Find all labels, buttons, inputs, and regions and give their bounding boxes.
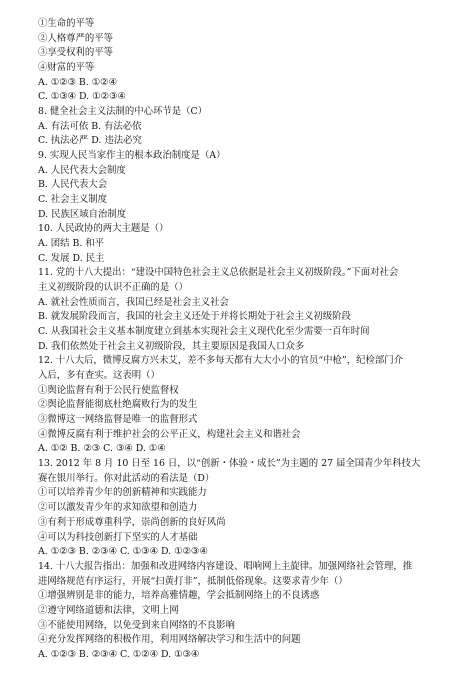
text-line: C. 执法必严 D. 违法必究 (38, 135, 142, 147)
text-line: ③不能使用网络，以免受到来自网络的不良影响 (38, 619, 235, 631)
text-line: 9. 实现人民当家作主的根本政治制度是（A） (38, 150, 226, 161)
text-line: C. 从我国社会主义基本制度建立到基本实现社会主义现代化至少需要一百年时间 (38, 326, 370, 338)
text-line: 11. 党的十八大提出：“建设中国特色社会主义总依据是社会主义初级阶段。”下面对社会 (38, 267, 399, 279)
text-line: D. 我们依然处于社会主义初级阶段，其主要原因是我国人口众多 (38, 340, 305, 352)
text-line: 10. 人民政协的两大主题是（） (38, 223, 169, 235)
text-line: A. 人民代表大会制度 (38, 164, 126, 176)
text-line: 进网络规范有序运行，开展“扫黄打非”，抵制低俗现象。这要求青少年（） (38, 575, 348, 587)
text-line: ②可以激发青少年的求知欲望和创造力 (38, 502, 198, 514)
text-line: 8. 健全社会主义法制的中心环节是（C） (38, 106, 208, 117)
text-line: ②舆论监督能彻底杜绝腐败行为的发生 (38, 399, 198, 411)
text-line: ④微博反腐有利于维护社会的公平正义，构建社会主义和谐社会 (38, 428, 301, 440)
text-line: D. 民族区域自治制度 (38, 208, 127, 220)
text-line: ③有利于形成尊重科学，崇尚创新的良好风尚 (38, 516, 226, 528)
text-line: 13. 2012 年 8 月 10 日至 16 日，以“创新・体验・成长”为主题的 27 届全国青少年科技大 (38, 458, 421, 470)
text-line: ②遵守网络道德和法律，文明上网 (38, 604, 179, 616)
text-line: 主义初级阶段的认识不正确的是（） (38, 282, 189, 294)
text-line: A. 团结 B. 和平 (38, 238, 105, 250)
text-line: ④财富的平等 (38, 62, 95, 73)
text-line: C. 社会主义制度 (38, 194, 108, 205)
text-line: ①可以培养青少年的创新精神和实践能力 (38, 487, 207, 499)
text-line: ③享受权利的平等 (38, 47, 114, 59)
text-line: ④可以为科技创新打下坚实的人才基础 (38, 531, 198, 543)
text-line: ①舆论监督有利于公民行使监督权 (38, 384, 179, 396)
text-line: B. 就发展阶段而言，我国的社会主义还处于并将长期处于社会主义初级阶段 (38, 311, 351, 323)
text-line: ④充分发挥网络的积极作用，利用网络解决学习和生活中的问题 (38, 634, 301, 646)
text-line: A. ①②③ B. ②③④ C. ①③④ D. ①②③④ (38, 546, 208, 558)
text-line: A. 有法可依 B. 有法必依 (38, 120, 142, 132)
text-line: C. ①③④ D. ①②③④ (38, 91, 126, 103)
text-line: 12. 十八大后，微博反腐方兴未艾，差不多每天都有大大小小的官员“中枪”，纪检部门介 (38, 355, 403, 367)
text-line: 赛在银川举行。你对此活动的看法是（D） (38, 472, 215, 484)
text-line: ①增强辨别是非的能力，培养高雅情趣，学会抵制网络上的不良诱惑 (38, 590, 320, 602)
text-line: ①生命的平等 (38, 18, 95, 29)
text-line: C. 发展 D. 民主 (38, 252, 105, 264)
text-line: A. ①②③ B. ①②④ (38, 76, 117, 88)
text-line: ③微博这一网络监督是唯一的监督形式 (38, 414, 198, 426)
text-line: 入后，多有查实。这表明（） (38, 370, 160, 382)
text-line: B. 人民代表大会 (38, 179, 108, 191)
text-line: A. 就社会性质而言，我国已经是社会主义社会 (38, 296, 229, 308)
text-line: A. ①② B. ②③ C. ③④ D. ①④ (38, 443, 166, 455)
text-line: ②人格尊严的平等 (38, 32, 114, 44)
text-line: 14. 十八大报告指出：加强和改进网络内容建设、唱响网上主旋律。加强网络社会管理，推 (38, 560, 413, 572)
text-line: A. ①②③ B. ②③④ C. ①②④ D. ①③④ (38, 648, 200, 660)
